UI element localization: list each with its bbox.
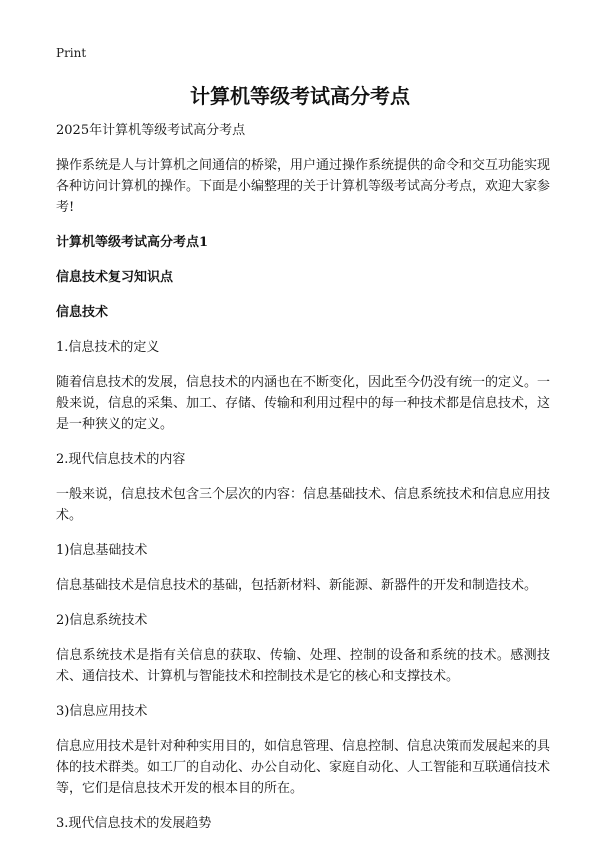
item-title: 1)信息基础技术 [56,543,148,558]
item-paragraph: 随着信息技术的发展，信息技术的内涵也在不断变化，因此至今仍没有统一的定义。一般来说，信息的采集、加工、存储、传输和利用过程中的每一种技术都是信息技术，这是一种狭义的定义。 [56,375,551,432]
intro-paragraph: 操作系统是人与计算机之间通信的桥梁，用户通过操作系统提供的命令和交互功能实现各种访问计算机的操作。下面是小编整理的关于计算机等级考试高分考点，欢迎大家参考! [56,158,551,215]
document-subtitle: 2025年计算机等级考试高分考点 [56,123,246,138]
print-link[interactable]: Print [56,46,87,60]
item-paragraph: 信息应用技术是针对种种实用目的，如信息管理、信息控制、信息决策而发展起来的具体的技术群类。如工厂的自动化、办公自动化、家庭自动化、人工智能和互联通信技术等，它们是信息技术开发的根本目的所在。 [56,739,551,796]
section-subheading-2: 信息技术 [56,305,109,320]
item-paragraph: 一般来说，信息技术包含三个层次的内容：信息基础技术、信息系统技术和信息应用技术。 [56,487,551,523]
document-body [56,120,550,848]
item-paragraph: 信息系统技术是指有关信息的获取、传输、处理、控制的设备和系统的技术。感测技术、通信技术、计算机与智能技术和控制技术是它的核心和支撑技术。 [56,648,550,684]
item-title: 2)信息系统技术 [56,613,148,628]
item-title: 2.现代信息技术的内容 [56,452,186,467]
page-title: 计算机等级考试高分考点 [190,84,410,108]
item-paragraph: 信息基础技术是信息技术的基础，包括新材料、新能源、新器件的开发和制造技术。 [56,578,538,593]
section-subheading: 信息技术复习知识点 [56,270,174,285]
item-title: 1.信息技术的定义 [56,340,160,355]
section-heading: 计算机等级考试高分考点1 [56,235,209,250]
item-title: 3)信息应用技术 [56,704,148,719]
item-title: 3.现代信息技术的发展趋势 [56,816,212,831]
